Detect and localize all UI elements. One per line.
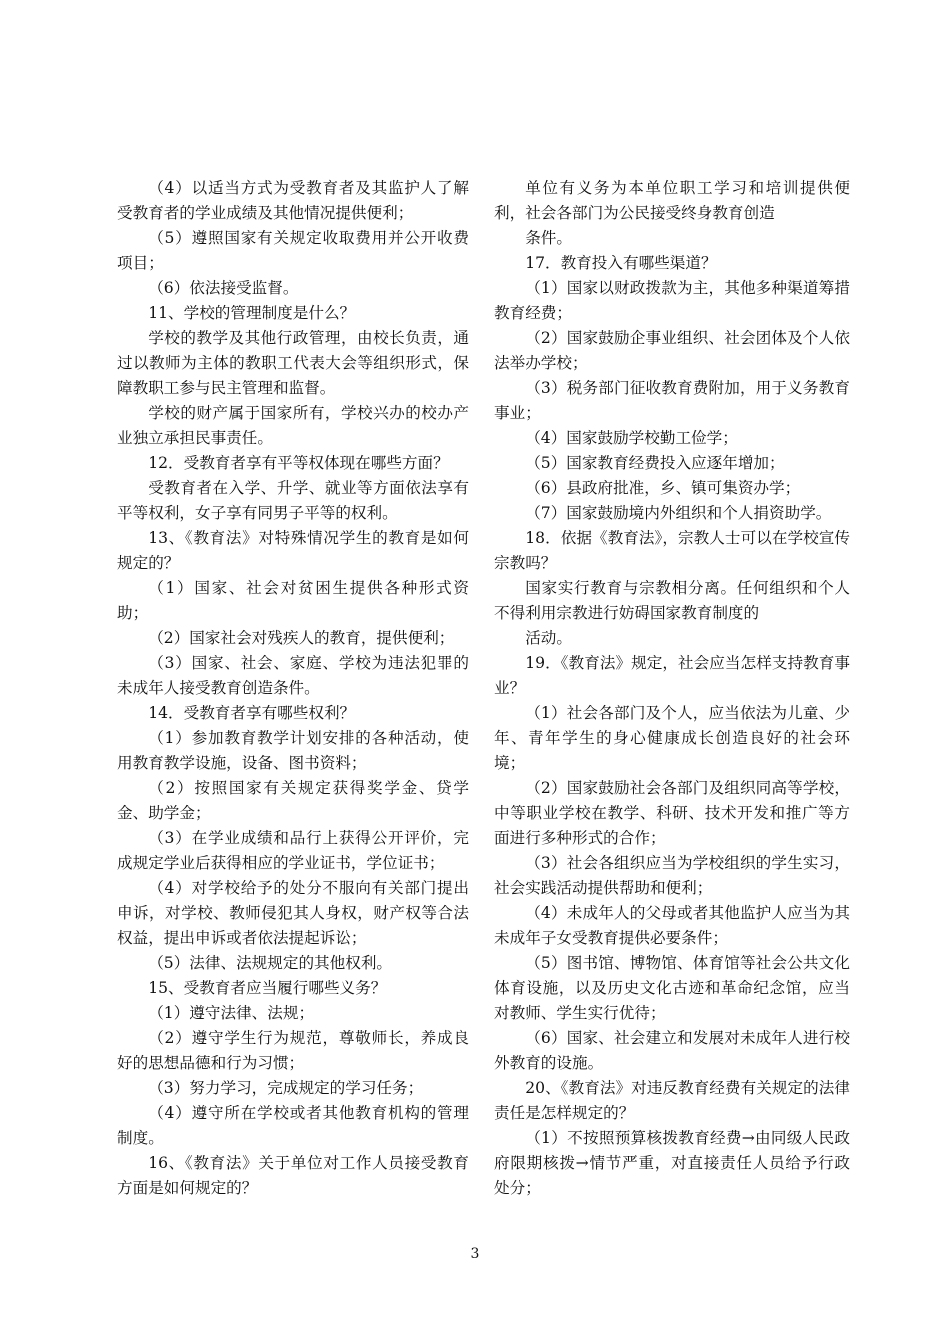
question-heading: 14．受教育者享有哪些权利？ bbox=[148, 704, 356, 722]
paragraph: （4）以适当方式为受教育者及其监护人了解受教育者的学业成绩及其他情况提供便利； bbox=[117, 179, 469, 222]
paragraph: （2）国家鼓励社会各部门及组织同高等学校，中等职业学校在教学、科研、技术开发和推广等方面进行多种形式的合作； bbox=[494, 779, 850, 847]
paragraph: （5）图书馆、博物馆、体育馆等社会公共文化体育设施，以及历史文化古迹和革命纪念馆，应当对教师、学生实行优待； bbox=[494, 954, 850, 1022]
paragraph: （4）对学校给予的处分不服向有关部门提出申诉，对学校、教师侵犯其人身权，财产权等合法权益，提出申诉或者依法提起诉讼； bbox=[117, 879, 469, 947]
paragraph: （3）国家、社会、家庭、学校为违法犯罪的未成年人接受教育创造条件。 bbox=[117, 654, 469, 697]
question-heading: 15、受教育者应当履行哪些义务？ bbox=[148, 979, 387, 997]
paragraph: （2）国家鼓励企事业组织、社会团体及个人依法举办学校； bbox=[494, 329, 850, 372]
paragraph: （1）不按照预算核拨教育经费→由同级人民政府限期核拨→情节严重，对直接责任人员给予行政处分； bbox=[494, 1129, 850, 1197]
paragraph: 学校的财产属于国家所有，学校兴办的校办产业独立承担民事责任。 bbox=[117, 404, 469, 447]
paragraph: （4）未成年人的父母或者其他监护人应当为其未成年子女受教育提供必要条件； bbox=[494, 904, 850, 947]
paragraph: （5）法律、法规规定的其他权利。 bbox=[148, 954, 393, 972]
paragraph: （4）遵守所在学校或者其他教育机构的管理制度。 bbox=[117, 1104, 469, 1147]
paragraph: （6）县政府批准，乡、镇可集资办学； bbox=[525, 479, 801, 497]
paragraph: （3）社会各组织应当为学校组织的学生实习，社会实践活动提供帮助和便利； bbox=[494, 854, 850, 897]
paragraph: （2）遵守学生行为规范，尊敬师长，养成良好的思想品德和行为习惯； bbox=[117, 1029, 469, 1072]
paragraph: （1）遵守法律、法规； bbox=[148, 1004, 315, 1022]
paragraph: （3）税务部门征收教育费附加，用于义务教育事业； bbox=[494, 379, 850, 422]
paragraph: 单位有义务为本单位职工学习和培训提供便利，社会各部门为公民接受终身教育创造 bbox=[494, 179, 850, 222]
paragraph: （2）国家社会对残疾人的教育，提供便利； bbox=[148, 629, 455, 647]
paragraph: 国家实行教育与宗教相分离。任何组织和个人不得利用宗教进行妨碍国家教育制度的 bbox=[494, 579, 850, 622]
paragraph: （7）国家鼓励境内外组织和个人捐资助学。 bbox=[525, 504, 832, 522]
paragraph: （1）国家以财政拨款为主，其他多种渠道筹措教育经费； bbox=[494, 279, 850, 322]
left-column bbox=[117, 176, 469, 1201]
question-heading: 11、学校的管理制度是什么？ bbox=[148, 304, 356, 322]
right-column bbox=[494, 176, 850, 1201]
paragraph: （3）努力学习，完成规定的学习任务； bbox=[148, 1079, 424, 1097]
paragraph: （6）依法接受监督。 bbox=[148, 279, 299, 297]
question-heading: 18．依据《教育法》，宗教人士可以在学校宣传宗教吗？ bbox=[494, 529, 850, 572]
paragraph: 受教育者在入学、升学、就业等方面依法享有平等权利，女子享有同男子平等的权利。 bbox=[117, 479, 469, 522]
paragraph: （5）遵照国家有关规定收取费用并公开收费项目； bbox=[117, 229, 469, 272]
paragraph: （2）按照国家有关规定获得奖学金、贷学金、助学金； bbox=[117, 779, 469, 822]
paragraph: 条件。 bbox=[525, 229, 572, 247]
question-heading: 16、《教育法》关于单位对工作人员接受教育方面是如何规定的？ bbox=[117, 1154, 469, 1197]
paragraph: （3）在学业成绩和品行上获得公开评价，完成规定学业后获得相应的学业证书，学位证书； bbox=[117, 829, 469, 872]
paragraph: （6）国家、社会建立和发展对未成年人进行校外教育的设施。 bbox=[494, 1029, 850, 1072]
paragraph: 学校的教学及其他行政管理，由校长负责，通过以教师为主体的教职工代表大会等组织形式，保障教职工参与民主管理和监督。 bbox=[117, 329, 469, 397]
question-heading: 19．《教育法》规定，社会应当怎样支持教育事业？ bbox=[494, 654, 850, 697]
paragraph: （1）国家、社会对贫困生提供各种形式资助； bbox=[117, 579, 469, 622]
paragraph: （1）社会各部门及个人，应当依法为儿童、少年、青年学生的身心健康成长创造良好的社会环境； bbox=[494, 704, 850, 772]
paragraph: （1）参加教育教学计划安排的各种活动，使用教育教学设施，设备、图书资料； bbox=[117, 729, 469, 772]
question-heading: 13、《教育法》对特殊情况学生的教育是如何规定的？ bbox=[117, 529, 469, 572]
question-heading: 17．教育投入有哪些渠道？ bbox=[525, 254, 717, 272]
question-heading: 20、《教育法》对违反教育经费有关规定的法律责任是怎样规定的？ bbox=[494, 1079, 850, 1122]
page-number: 3 bbox=[470, 1246, 480, 1262]
paragraph: （5）国家教育经费投入应逐年增加； bbox=[525, 454, 785, 472]
paragraph: 活动。 bbox=[525, 629, 572, 647]
question-heading: 12．受教育者享有平等权体现在哪些方面？ bbox=[148, 454, 449, 472]
paragraph: （4）国家鼓励学校勤工俭学； bbox=[525, 429, 738, 447]
